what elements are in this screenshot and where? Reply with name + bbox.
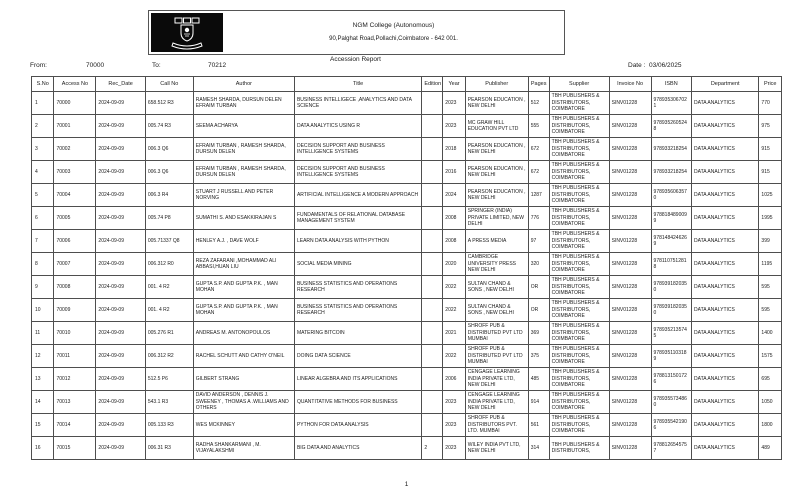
cell-isbn: 9789352605248 (651, 115, 691, 138)
cell-call-no: 006.312 R0 (145, 253, 193, 276)
cell-access-no: 70010 (54, 322, 96, 345)
cell-rec-date: 2024-09-09 (96, 207, 145, 230)
cell-publisher: SULTAN CHAND & SONS , NEW DELHI (465, 299, 528, 322)
report-date (628, 62, 682, 69)
cell-title: DATA ANALYTICS USING R (294, 115, 421, 138)
cell-call-no: 001. 4 R2 (145, 276, 193, 299)
cell-price: 489 (759, 437, 782, 460)
cell-publisher: SHROFF PUB & DISTRIBUTED PVT LTD MUMBAI (465, 322, 528, 345)
cell-publisher: CENGAGE LEARNING INDIA PRIVATE LTD, NEW DELHI (465, 391, 528, 414)
cell-access-no: 70007 (54, 253, 96, 276)
cell-publisher: PEARSON EDUCATION , NEW DELHI (465, 161, 528, 184)
cell-author: HENLEY A.J. , DAVE WOLF (193, 230, 294, 253)
cell-price: 975 (759, 115, 782, 138)
cell-pages: 375 (528, 345, 549, 368)
to-value: 70212 (208, 62, 227, 69)
cell-supplier: TBH PUBLISHERS & DISTRIBUTORS, COIMBATORE (549, 161, 609, 184)
cell-year: 2022 (443, 345, 465, 368)
cell-isbn: 9789353067021 (651, 92, 691, 115)
cell-price: 1800 (759, 414, 782, 437)
cell-pages: OR (528, 299, 549, 322)
cell-access-no: 70012 (54, 368, 96, 391)
cell-invoice-no: SINV01228 (609, 92, 651, 115)
table-row (32, 92, 782, 115)
cell-author: RAMESH SHARDA, DURSUN DELEN EFRAIM TURBAN (193, 92, 294, 115)
cell-department: DATA ANALYTICS (692, 368, 759, 391)
cell-title: MATERING BITCOIN (294, 322, 421, 345)
cell-call-no: 005.276 R1 (145, 322, 193, 345)
cell-call-no: 006.3 R4 (145, 184, 193, 207)
cell-price: 399 (759, 230, 782, 253)
cell-pages: 672 (528, 138, 549, 161)
column-header-rec-date: Rec_Date (96, 77, 145, 92)
cell-supplier: TBH PUBLISHERS & DISTRIBUTORS, COIMBATORE (549, 138, 609, 161)
cell-year: 2023 (443, 92, 465, 115)
cell-edition (422, 230, 443, 253)
column-header-supplier: Supplier (549, 77, 609, 92)
table-row (32, 115, 782, 138)
cell-call-no: 006.3 Q6 (145, 138, 193, 161)
cell-author: WES MCKINNEY (193, 414, 294, 437)
cell-access-no: 70002 (54, 138, 96, 161)
cell-department: DATA ANALYTICS (692, 253, 759, 276)
cell-publisher: CAMBRIDGE UNIVERSITY PRESS NEW DELHI (465, 253, 528, 276)
cell-publisher: WILEY INDIA PVT LTD, NEW DELHI (465, 437, 528, 460)
cell-invoice-no: SINV01228 (609, 368, 651, 391)
cell-title: SOCIAL MEDIA MINING (294, 253, 421, 276)
table-row (32, 207, 782, 230)
cell-edition (422, 414, 443, 437)
cell-title: BUSINESS INTELLIGECE ,ANALYTICS AND DATA SCIENCE (294, 92, 421, 115)
page-number: 1 (404, 481, 409, 488)
cell-edition (422, 184, 443, 207)
table-row (32, 184, 782, 207)
cell-rec-date: 2024-09-09 (96, 276, 145, 299)
cell-year: 2020 (443, 253, 465, 276)
cell-sno: 10 (32, 299, 54, 322)
cell-pages: 369 (528, 322, 549, 345)
cell-sno: 4 (32, 161, 54, 184)
column-header-pages: Pages (528, 77, 549, 92)
column-header-author: Author (193, 77, 294, 92)
cell-invoice-no: SINV01228 (609, 253, 651, 276)
cell-title: BUSINESS STATISTICS AND OPERATIONS RESEARCH (294, 299, 421, 322)
cell-access-no: 70015 (54, 437, 96, 460)
cell-year: 2023 (443, 414, 465, 437)
cell-title: DECISION SUPPORT AND BUSINESS INTELLIGENCE SYSTEMS (294, 161, 421, 184)
cell-year: 2022 (443, 299, 465, 322)
cell-call-no: 005.74 R3 (145, 115, 193, 138)
cell-pages: 1287 (528, 184, 549, 207)
cell-edition (422, 115, 443, 138)
cell-department: DATA ANALYTICS (692, 184, 759, 207)
cell-author: ANDREAS M. ANTONOPOULOS (193, 322, 294, 345)
cell-access-no: 70014 (54, 414, 96, 437)
cell-sno: 9 (32, 276, 54, 299)
cell-supplier: TBH PUBLISHERS & DISTRIBUTORS, COIMBATORE (549, 322, 609, 345)
table-row (32, 414, 782, 437)
cell-price: 1025 (759, 184, 782, 207)
cell-invoice-no: SINV01228 (609, 161, 651, 184)
cell-publisher: SHROFF PUB & DISTRIBUTORS PVT. LTD. MUMBAI (465, 414, 528, 437)
table-row (32, 253, 782, 276)
cell-call-no: 658.512 R3 (145, 92, 193, 115)
cell-isbn: 9789355421906 (651, 414, 691, 437)
cell-access-no: 70009 (54, 299, 96, 322)
column-header-edition: Edition (422, 77, 443, 92)
cell-price: 1050 (759, 391, 782, 414)
college-name: NGM College (Autonomous) (352, 22, 435, 30)
cell-sno: 11 (32, 322, 54, 345)
table-row (32, 138, 782, 161)
cell-access-no: 70004 (54, 184, 96, 207)
cell-department: DATA ANALYTICS (692, 391, 759, 414)
cell-invoice-no: SINV01228 (609, 437, 651, 460)
cell-edition (422, 138, 443, 161)
cell-sno: 3 (32, 138, 54, 161)
column-header-sno: S.No (32, 77, 54, 92)
cell-rec-date: 2024-09-09 (96, 299, 145, 322)
cell-invoice-no: SINV01228 (609, 184, 651, 207)
cell-year: 2006 (443, 368, 465, 391)
column-header-year: Year (443, 77, 465, 92)
table-row (32, 368, 782, 391)
college-crest-icon (151, 13, 223, 52)
range-bar (0, 62, 800, 72)
cell-year: 2008 (443, 207, 465, 230)
cell-isbn: 9789391820350 (651, 299, 691, 322)
cell-edition (422, 161, 443, 184)
cell-author: SUMATHI S. AND ESAKKIRAJAN S (193, 207, 294, 230)
cell-author: RADHA SHANKARMANI , M. VIJAYALAKSHMI (193, 437, 294, 460)
cell-author: REZA ZAFARANI ,MOHAMMAD ALI ABBASI,HUAN LIU (193, 253, 294, 276)
cell-rec-date: 2024-09-09 (96, 345, 145, 368)
cell-pages: 914 (528, 391, 549, 414)
accession-table (31, 76, 782, 460)
cell-sno: 1 (32, 92, 54, 115)
cell-pages: 97 (528, 230, 549, 253)
cell-invoice-no: SINV01228 (609, 345, 651, 368)
cell-publisher: SHROFF PUB & DISTRIBUTED PVT LTD MUMBAI (465, 345, 528, 368)
cell-supplier: TBH PUBLISHERS & DISTRIBUTORS, COIMBATORE (549, 230, 609, 253)
cell-rec-date: 2024-09-09 (96, 391, 145, 414)
report-title: Accession Report (330, 56, 381, 63)
cell-invoice-no: SINV01228 (609, 138, 651, 161)
cell-invoice-no: SINV01228 (609, 276, 651, 299)
cell-title: PYTHON FOR DATA ANALYSIS (294, 414, 421, 437)
cell-edition (422, 391, 443, 414)
cell-author: EFRAIM TURBAN , RAMESH SHARDA, DURSUN DELEN (193, 138, 294, 161)
cell-rec-date: 2024-09-09 (96, 253, 145, 276)
cell-rec-date: 2024-09-09 (96, 115, 145, 138)
column-header-invoice-no: Invoice No (609, 77, 651, 92)
cell-department: DATA ANALYTICS (692, 138, 759, 161)
college-address: 90,Palghat Road,Pollachi,Coimbatore - 642 001. (329, 36, 458, 43)
date-label: Date : (628, 62, 646, 69)
table-row (32, 437, 782, 460)
cell-price: 595 (759, 276, 782, 299)
cell-sno: 2 (32, 115, 54, 138)
from-label: From: (30, 62, 47, 69)
cell-department: DATA ANALYTICS (692, 115, 759, 138)
table-row (32, 322, 782, 345)
letterhead-text (223, 22, 564, 43)
cell-isbn: 9788126545757 (651, 437, 691, 460)
cell-call-no: 001. 4 R2 (145, 299, 193, 322)
cell-invoice-no: SINV01228 (609, 391, 651, 414)
cell-publisher: CENGAGE LEARNING INDIA PRIVATE LTD, NEW DELHI (465, 368, 528, 391)
cell-author: DAVID ANDERSON , DENNIS J. SWEENEY , THOMAS A .WILLIAMS AND OTHERS (193, 391, 294, 414)
cell-access-no: 70003 (54, 161, 96, 184)
column-header-isbn: ISBN (651, 77, 691, 92)
table-row (32, 230, 782, 253)
column-header-department: Department (692, 77, 759, 92)
cell-invoice-no: SINV01228 (609, 322, 651, 345)
cell-isbn: 9789351103189 (651, 345, 691, 368)
column-header-price: Price (759, 77, 782, 92)
cell-supplier: TBH PUBLISHERS & DISTRIBUTORS, COIMBATORE (549, 92, 609, 115)
cell-edition (422, 207, 443, 230)
cell-author: SEEMA ACHARYA (193, 115, 294, 138)
cell-author: GUPTA S.P. AND GUPTA P.K. , MAN MOHAN (193, 299, 294, 322)
cell-invoice-no: SINV01228 (609, 299, 651, 322)
cell-pages: 776 (528, 207, 549, 230)
cell-isbn: 9781107512818 (651, 253, 691, 276)
cell-year: 2022 (443, 276, 465, 299)
cell-publisher: PEARSON EDUCATION , NEW DELHI (465, 184, 528, 207)
cell-rec-date: 2024-09-09 (96, 368, 145, 391)
cell-department: DATA ANALYTICS (692, 161, 759, 184)
column-header-access-no: Access No (54, 77, 96, 92)
cell-sno: 6 (32, 207, 54, 230)
cell-sno: 7 (32, 230, 54, 253)
cell-department: DATA ANALYTICS (692, 345, 759, 368)
from-value: 70000 (86, 62, 105, 69)
cell-access-no: 70000 (54, 92, 96, 115)
cell-sno: 8 (32, 253, 54, 276)
report-letterhead (148, 10, 565, 55)
cell-supplier: TBH PUBLISHERS & DISTRIBUTORS, COIMBATORE (549, 115, 609, 138)
cell-author: RACHEL SCHUTT AND CATHY O'NEIL (193, 345, 294, 368)
to-label: To: (152, 62, 161, 69)
table-row (32, 161, 782, 184)
cell-publisher: SPRINGER (INDIA) PRIVATE LIMITED, NEW DELHI (465, 207, 528, 230)
cell-supplier: TBH PUBLISHERS & DISTRIBUTORS, COIMBATORE (549, 276, 609, 299)
cell-author: STUART J RUSSELL AND PETER NORVING (193, 184, 294, 207)
cell-invoice-no: SINV01228 (609, 207, 651, 230)
cell-price: 595 (759, 299, 782, 322)
cell-pages: 555 (528, 115, 549, 138)
cell-isbn: 9789352135745 (651, 322, 691, 345)
cell-year: 2023 (443, 391, 465, 414)
cell-publisher: A PRESS MEDIA (465, 230, 528, 253)
cell-price: 915 (759, 138, 782, 161)
column-header-title: Title (294, 77, 421, 92)
cell-edition (422, 92, 443, 115)
cell-isbn: 978933218254 (651, 161, 691, 184)
cell-year: 2016 (443, 161, 465, 184)
cell-department: DATA ANALYTICS (692, 207, 759, 230)
cell-rec-date: 2024-09-09 (96, 138, 145, 161)
cell-edition (422, 345, 443, 368)
cell-publisher: PEARSON EDUCATION , NEW DELHI (465, 138, 528, 161)
cell-call-no: 005.133 R3 (145, 414, 193, 437)
cell-pages: OR (528, 276, 549, 299)
cell-title: QUANTITATIVE METHODS FOR BUSINESS (294, 391, 421, 414)
cell-price: 915 (759, 161, 782, 184)
cell-price: 1400 (759, 322, 782, 345)
table-row (32, 299, 782, 322)
cell-year: 2023 (443, 115, 465, 138)
cell-department: DATA ANALYTICS (692, 437, 759, 460)
cell-sno: 12 (32, 345, 54, 368)
cell-title: DOING DATA SCIENCE (294, 345, 421, 368)
cell-rec-date: 2024-09-09 (96, 414, 145, 437)
cell-author: GILBERT STRANG (193, 368, 294, 391)
cell-rec-date: 2024-09-09 (96, 230, 145, 253)
cell-isbn: 9789391820350 (651, 276, 691, 299)
cell-edition: 2 (422, 437, 443, 460)
cell-supplier: TBH PUBLISHERS & DISTRIBUTORS, COIMBATORE (549, 414, 609, 437)
cell-supplier: TBH PUBLISHERS & DISTRIBUTORS, COIMBATORE (549, 299, 609, 322)
column-header-call-no: Call No (145, 77, 193, 92)
cell-supplier: TBH PUBLISHERS & DISTRIBUTORS, COIMBATORE (549, 184, 609, 207)
cell-rec-date: 2024-09-09 (96, 92, 145, 115)
cell-rec-date: 2024-09-09 (96, 184, 145, 207)
cell-price: 770 (759, 92, 782, 115)
cell-invoice-no: SINV01228 (609, 230, 651, 253)
cell-title: LEARN DATA ANALYSIS WITH PYTHON (294, 230, 421, 253)
cell-call-no: 005.74 P8 (145, 207, 193, 230)
cell-pages: 320 (528, 253, 549, 276)
cell-access-no: 70011 (54, 345, 96, 368)
cell-call-no: 006.3 Q6 (145, 161, 193, 184)
cell-sno: 14 (32, 391, 54, 414)
cell-price: 1995 (759, 207, 782, 230)
cell-access-no: 70001 (54, 115, 96, 138)
cell-title: FUNDAMENTALS OF RELATIONAL DATABASE MANAGEMENT SYSTEM (294, 207, 421, 230)
cell-isbn: 9788184890099 (651, 207, 691, 230)
cell-access-no: 70008 (54, 276, 96, 299)
cell-edition (422, 299, 443, 322)
cell-year: 2023 (443, 437, 465, 460)
cell-publisher: PEARSON EDUCATION , NEW DELHI (465, 92, 528, 115)
table-row (32, 391, 782, 414)
cell-sno: 13 (32, 368, 54, 391)
cell-edition (422, 276, 443, 299)
cell-price: 695 (759, 368, 782, 391)
cell-isbn: 978933218254 (651, 138, 691, 161)
cell-sno: 16 (32, 437, 54, 460)
cell-title: ARTIFICIAL INTELLIGENCE A MODERN APPROACH (294, 184, 421, 207)
cell-call-no: 005.71337 Q8 (145, 230, 193, 253)
column-header-publisher: Publisher (465, 77, 528, 92)
table-row (32, 345, 782, 368)
cell-year: 2008 (443, 230, 465, 253)
cell-call-no: 543.1 R3 (145, 391, 193, 414)
cell-invoice-no: SINV01228 (609, 414, 651, 437)
table-row (32, 276, 782, 299)
cell-pages: 561 (528, 414, 549, 437)
cell-edition (422, 322, 443, 345)
cell-title: DECISION SUPPORT AND BUSINESS INTELLIGENCE SYSTEMS (294, 138, 421, 161)
cell-supplier: TBH PUBLISHERS & DISTRIBUTORS, COIMBATORE (549, 391, 609, 414)
cell-publisher: SULTAN CHAND & SONS , NEW DELHI (465, 276, 528, 299)
cell-rec-date: 2024-09-09 (96, 322, 145, 345)
cell-isbn: 9789356063570 (651, 184, 691, 207)
cell-supplier: TBH PUBLISHERS & DISTRIBUTORS, COIMBATORE (549, 368, 609, 391)
cell-isbn: 9788131501726 (651, 368, 691, 391)
cell-edition (422, 253, 443, 276)
date-value: 03/06/2025 (648, 62, 682, 69)
cell-access-no: 70005 (54, 207, 96, 230)
cell-department: DATA ANALYTICS (692, 414, 759, 437)
cell-isbn: 9789355734860 (651, 391, 691, 414)
cell-department: DATA ANALYTICS (692, 230, 759, 253)
cell-rec-date: 2024-09-09 (96, 161, 145, 184)
cell-supplier: TBH PUBLISHERS & DISTRIBUTORS, (549, 437, 609, 460)
cell-year: 2018 (443, 138, 465, 161)
cell-sno: 15 (32, 414, 54, 437)
cell-department: DATA ANALYTICS (692, 276, 759, 299)
cell-department: DATA ANALYTICS (692, 92, 759, 115)
table-body (32, 92, 782, 460)
cell-price: 1195 (759, 253, 782, 276)
cell-author: GUPTA S.P. AND GUPTA P.K. , MAN MOHAN (193, 276, 294, 299)
cell-year: 2021 (443, 322, 465, 345)
cell-supplier: TBH PUBLISHERS & DISTRIBUTORS, COIMBATORE (549, 345, 609, 368)
cell-supplier: TBH PUBLISHERS & DISTRIBUTORS, COIMBATORE (549, 253, 609, 276)
cell-call-no: 006.31 R3 (145, 437, 193, 460)
cell-access-no: 70006 (54, 230, 96, 253)
cell-department: DATA ANALYTICS (692, 322, 759, 345)
table-header-row (32, 77, 782, 92)
cell-pages: 314 (528, 437, 549, 460)
cell-department: DATA ANALYTICS (692, 299, 759, 322)
cell-rec-date: 2024-09-09 (96, 437, 145, 460)
cell-publisher: MC GRAW HILL EDUCATION PVT LTD (465, 115, 528, 138)
cell-supplier: TBH PUBLISHERS & DISTRIBUTORS, COIMBATORE (549, 207, 609, 230)
cell-call-no: 006.312 R2 (145, 345, 193, 368)
cell-author: EFRAIM TURBAN , RAMESH SHARDA, DURSUN DELEN (193, 161, 294, 184)
cell-access-no: 70013 (54, 391, 96, 414)
cell-edition (422, 368, 443, 391)
cell-pages: 485 (528, 368, 549, 391)
cell-invoice-no: SINV01228 (609, 115, 651, 138)
cell-title: BUSINESS STATISTICS AND OPERATIONS RESEARCH (294, 276, 421, 299)
cell-price: 1575 (759, 345, 782, 368)
cell-sno: 5 (32, 184, 54, 207)
cell-isbn: 9781484246269 (651, 230, 691, 253)
cell-pages: 512 (528, 92, 549, 115)
cell-pages: 672 (528, 161, 549, 184)
cell-title: BIG DATA AND ANALYTICS (294, 437, 421, 460)
cell-year: 2024 (443, 184, 465, 207)
cell-title: LINEAR ALGEBRA AND ITS APPLICATIONS (294, 368, 421, 391)
cell-call-no: 512.5 P6 (145, 368, 193, 391)
